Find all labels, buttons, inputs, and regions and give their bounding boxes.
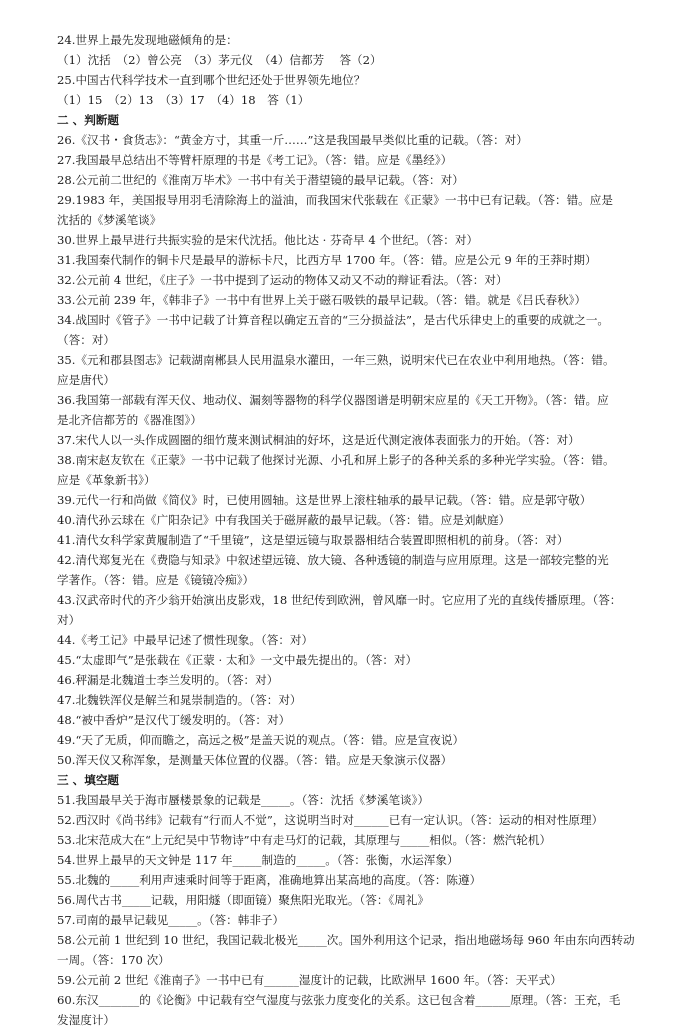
item-36: 36.我国第一部载有浑天仪、地动仪、漏刻等器物的科学仪器图谱是明朝宋应星的《天工开物》。（答：错。应 (57, 393, 609, 407)
item-49: 49.“天了无质，仰而瞻之，高远之极”是盖天说的观点。（答：错。应是宣夜说） (57, 733, 465, 747)
question-24: 24.世界上最先发现地磁倾角的是： (57, 33, 238, 47)
item-54: 54.世界上最早的天文钟是 117 年_____制造的_____。（答：张衡，水运浑象） (57, 853, 459, 867)
item-42: 42.清代郑复光在《费隐与知录》中叙述望远镜、放大镜、各种透镜的制造与应用原理。这是一部较完整的光 (57, 553, 609, 567)
question-24-options: （1）沈括 （2）曾公亮 （3）茅元仪 （4）信都芳 答（2） (57, 53, 382, 67)
item-58-continued: 一周。（答：170 次） (57, 953, 170, 967)
item-32: 32.公元前 4 世纪，《庄子》一书中提到了运动的物体又动又不动的辩证看法。（答：对） (57, 273, 508, 287)
item-48: 48.“被中香炉”是汉代丁缓发明的。（答：对） (57, 713, 291, 727)
item-60: 60.东汉_______的《论衡》中记载有空气湿度与弦张力度变化的关系。这已包含着______原理。（答：王充，毛 (57, 993, 621, 1007)
item-37: 37.宋代人以一头作成圆圈的细竹蔑来测试桐油的好坏，这是近代测定液体表面张力的开始。（答：对） (57, 433, 580, 447)
item-33: 33.公元前 239 年，《韩非子》一书中有世界上关于磁石吸铁的最早记载。（答：错。就是《吕氏春秋》） (57, 293, 587, 307)
question-25-options: （1）15 （2）13 （3）17 （4）18 答（1） (57, 93, 310, 107)
item-45: 45.“太虚即气”是张载在《正蒙 · 太和》一文中最先提出的。（答：对） (57, 653, 418, 667)
item-42-continued: 学著作。（答：错。应是《镜镜冷痴》） (57, 573, 255, 587)
item-59: 59.公元前 2 世纪《淮南子》一书中已有______湿度计的记载，比欧洲早 1600 年。（答：天平式） (57, 973, 562, 987)
item-58: 58.公元前 1 世纪到 10 世纪，我国记载北极光_____次。国外利用这个记录，指出地磁场每 960 年由东向西转动 (57, 933, 635, 947)
item-43: 43.汉武帝时代的齐少翁开始演出皮影戏，18 世纪传到欧洲，曾风靡一时。它应用了光的直线传播原理。（答： (57, 593, 622, 607)
item-53: 53.北宋范成大在“上元纪吴中节物诗”中有走马灯的记载，其原理与_____相似。（答：燃汽轮机） (57, 833, 552, 847)
item-50: 50.浑天仪又称浑象，是测量天体位置的仪器。（答：错。应是天象演示仪器） (57, 753, 453, 767)
item-28: 28.公元前二世纪的《淮南万毕术》一书中有关于潜望镜的最早记载。（答：对） (57, 173, 464, 187)
item-39: 39.元代一行和尚做《简仪》时，已使用圆轴。这是世界上滚柱轴承的最早记载。（答：错。应是郭守敬） (57, 493, 592, 507)
item-27: 27.我国最早总结出不等臂杆原理的书是《考工记》。（答：错。应是《墨经》） (57, 153, 453, 167)
item-26: 26.《汉书・食货志》：“黄金方寸，其重一斤……”这是我国最早类似比重的记载。（答：对） (57, 133, 528, 147)
item-36-continued: 是北齐信都芳的《器准图》） (57, 413, 202, 427)
item-38-continued: 应是《革象新书》） (57, 473, 156, 487)
item-34: 34.战国时《管子》一书中记载了计算音程以确定五音的“三分损益法”，是古代乐律史上的重要的成就之一。 (57, 313, 610, 327)
item-57: 57.司南的最早记载见_____。（答：韩非子） (57, 913, 285, 927)
item-44: 44.《考工记》中最早记述了惯性现象。（答：对） (57, 633, 314, 647)
section-heading-fill-in: 三 、填空题 (57, 773, 120, 787)
item-31: 31.我国秦代制作的铜卡尺是最早的游标卡尺，比西方早 1700 年。（答：错。应是公元 9 年的王莽时期） (57, 253, 597, 267)
item-52: 52.西汉时《尚书纬》记载有“行而人不觉”，这说明当时对______已有一定认识。（答：运动的相对性原理） (57, 813, 604, 827)
item-43-continued: 对） (57, 613, 81, 627)
item-51: 51.我国最早关于海市蜃楼景象的记载是_____。（答：沈括《梦溪笔谈》） (57, 793, 430, 807)
item-29: 29.1983 年，美国报导用羽毛清除海上的溢油，而我国宋代张载在《正蒙》一书中已有记载。（答：错。应是 (57, 193, 613, 207)
item-29-continued: 沈括的《梦溪笔谈》 (57, 213, 162, 227)
item-34-continued: （答：对） (57, 333, 115, 347)
item-41: 41.清代女科学家黄履制造了“千里镜”，这是望远镜与取景器相结合装置即照相机的前身。（答：对） (57, 533, 569, 547)
section-heading-true-false: 二 、判断题 (57, 113, 120, 127)
item-47: 47.北魏铁浑仪是解兰和晁崇制造的。（答：对） (57, 693, 302, 707)
item-35-continued: 应是唐代） (57, 373, 115, 387)
item-38: 38.南宋赵友钦在《正蒙》一书中记载了他探讨光源、小孔和屏上影子的各种关系的多种光学实验。（答：错。 (57, 453, 615, 467)
question-25: 25.中国古代科学技术一直到哪个世纪还处于世界领先地位？ (57, 73, 366, 87)
item-60-continued: 发湿度计） (57, 1013, 115, 1027)
item-46: 46.秤漏是北魏道士李兰发明的。（答：对） (57, 673, 279, 687)
item-40: 40.清代孙云球在《广阳杂记》中有我国关于磁屏蔽的最早记载。（答：错。应是刘献庭） (57, 513, 511, 527)
item-56: 56.周代古书_____记载，用阳燧（即面镜）聚焦阳光取光。（答：《周礼》 (57, 893, 430, 907)
item-55: 55.北魏的_____利用声速乘时间等于距离，准确地算出某高地的高度。（答：陈遵） (57, 873, 482, 887)
item-30: 30.世界上最早进行共振实验的是宋代沈括。他比达 · 芬奇早 4 个世纪。（答：对） (57, 233, 479, 247)
item-35: 35.《元和郡县图志》记载湖南郴县人民用温泉水灌田，一年三熟，说明宋代已在农业中利用地热。（答：错。 (57, 353, 615, 367)
